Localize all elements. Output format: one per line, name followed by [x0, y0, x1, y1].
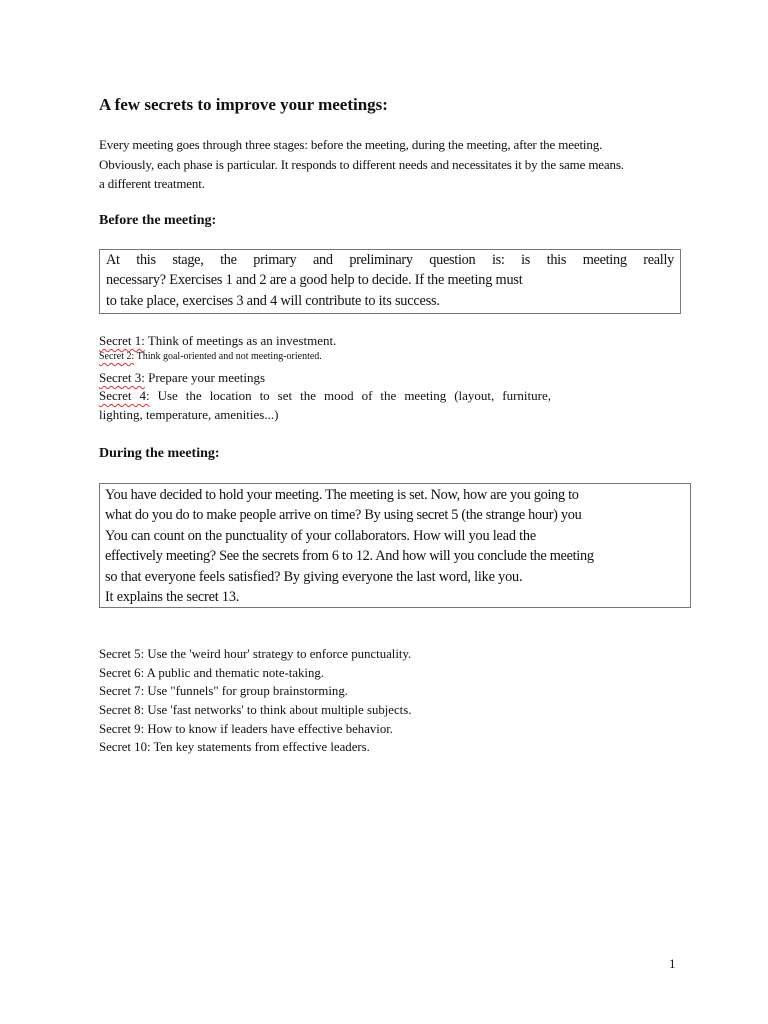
box-line: necessary? Exercises 1 and 2 are a good help to decide. If the meeting must: [106, 272, 523, 289]
intro-line: a different treatment.: [99, 176, 205, 191]
secret-2-text: Think goal-oriented and not meeting-oriented.: [134, 351, 322, 362]
secret-9: Secret 9: How to know if leaders have effective behavior.: [99, 722, 393, 736]
secret-4-continuation: lighting, temperature, amenities...): [99, 407, 279, 422]
secret-3: [99, 369, 265, 387]
before-meeting-box: [99, 249, 681, 314]
secret-3-prefix: Secret 3:: [99, 370, 145, 385]
secret-3-text: Prepare your meetings: [144, 370, 266, 385]
box-line: It explains the secret 13.: [105, 589, 240, 606]
secret-1-prefix: Secret 1:: [99, 333, 145, 348]
page-number: 1: [669, 956, 676, 971]
box-line: what do you do to make people arrive on time? By using secret 5 (the strange hour) you: [105, 507, 582, 524]
secret-7: Secret 7: Use "funnels" for group brainstorming.: [99, 684, 348, 698]
secret-8: Secret 8: Use 'fast networks' to think about multiple subjects.: [99, 703, 412, 717]
secret-6: Secret 6: A public and thematic note-taking.: [99, 666, 324, 680]
secret-1: [99, 332, 336, 350]
box-line: At this stage, the primary and preliminary question is: is this meeting really: [106, 252, 674, 268]
box-line: You can count on the punctuality of your collaborators. How will you lead the: [105, 527, 537, 544]
page-title: A few secrets to improve your meetings:: [99, 95, 388, 114]
intro-paragraph: [99, 135, 699, 194]
secret-4: [99, 387, 551, 405]
intro-line: Obviously, each phase is particular. It responds to different needs and necessitates it by the same means.: [99, 156, 624, 172]
secret-4-prefix: Secret 4:: [99, 388, 150, 403]
secret-4-text: Use the location to set the mood of the meeting (layout, furniture,: [149, 388, 551, 403]
intro-line: Every meeting goes through three stages: before the meeting, during the meeting, after the meeting.: [99, 137, 603, 152]
box-line: so that everyone feels satisfied? By giving everyone the last word, like you.: [105, 568, 523, 585]
box-line: You have decided to hold your meeting. The meeting is set. Now, how are you going to: [105, 487, 579, 503]
during-meeting-heading: During the meeting:: [99, 446, 220, 461]
secret-2: [99, 350, 322, 364]
secret-5: Secret 5: Use the 'weird hour' strategy to enforce punctuality.: [99, 647, 412, 661]
secret-1-text: Think of meetings as an investment.: [144, 333, 337, 348]
before-meeting-heading: Before the meeting:: [99, 213, 217, 228]
box-line: to take place, exercises 3 and 4 will contribute to its success.: [106, 292, 440, 309]
secret-10: Secret 10: Ten key statements from effective leaders.: [99, 740, 370, 754]
box-line: effectively meeting? See the secrets from 6 to 12. And how will you conclude the meeting: [105, 548, 594, 565]
during-meeting-box: [99, 483, 691, 608]
secret-2-prefix: Secret 2:: [99, 351, 135, 362]
